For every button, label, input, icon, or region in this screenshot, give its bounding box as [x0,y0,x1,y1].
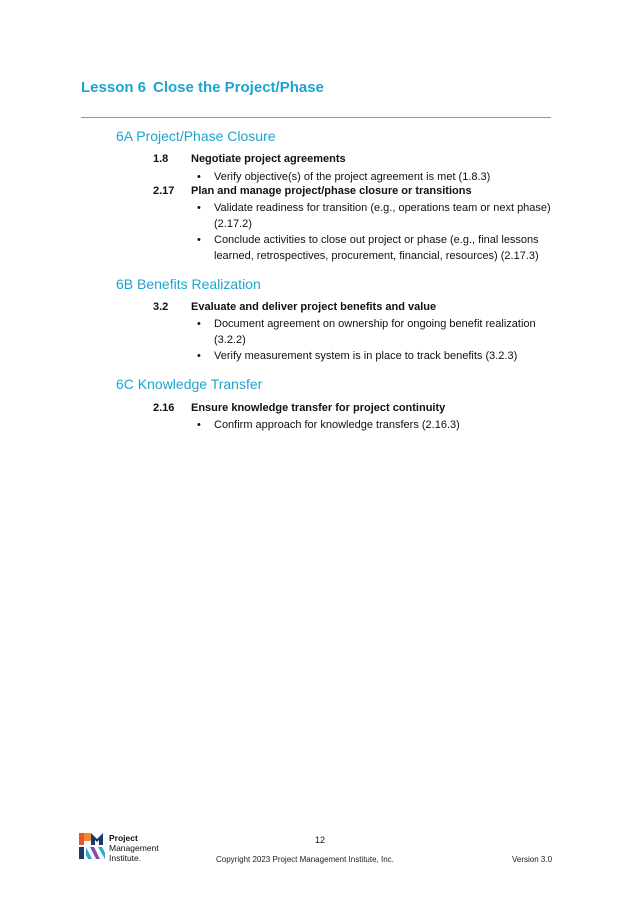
pmi-logo-icon [79,833,105,859]
list-item [197,417,557,433]
pmi-logo-text [109,833,159,863]
task-heading [153,185,472,197]
copyright-text: Copyright 2023 Project Management Institute, Inc. [216,855,394,864]
section-heading-6b: 6B Benefits Realization [116,276,261,292]
version-text: Version 3.0 [512,855,553,864]
list-item [197,348,557,364]
task-heading [153,153,346,165]
lesson-number: Lesson 6 [81,79,147,96]
list-item-text: Confirm approach for knowledge transfers (2.16.3) [214,419,460,431]
bullet-icon: • [197,318,201,330]
lesson-name: Close the Project/Phase [153,79,324,96]
bullet-icon: • [197,419,201,431]
task-heading [153,301,436,313]
task-title: Negotiate project agreements [191,153,346,165]
list-item-text: Document agreement on ownership for ongoing benefit realization (3.2.2) [214,318,536,346]
task-number: 3.2 [153,301,169,313]
bullet-icon: • [197,202,201,214]
list-item-text: Validate readiness for transition (e.g., operations team or next phase) (2.17.2) [214,202,551,230]
list-item-text: Verify measurement system is in place to track benefits (3.2.3) [214,350,518,362]
lesson-title [81,79,324,96]
list-item [197,316,557,348]
task-number: 2.17 [153,185,175,197]
list-item [197,232,557,264]
section-heading-6a: 6A Project/Phase Closure [116,128,276,144]
logo-line: Project [109,833,138,843]
bullet-icon: • [197,171,201,183]
logo-line: Management [109,843,159,853]
task-title: Ensure knowledge transfer for project continuity [191,402,446,414]
logo-line: Institute. [109,853,142,863]
list-item-text: Verify objective(s) of the project agreement is met (1.8.3) [214,171,491,183]
title-divider [81,117,551,118]
section-heading-6c: 6C Knowledge Transfer [116,376,263,392]
task-title: Evaluate and deliver project benefits and value [191,301,437,313]
list-item [197,169,557,185]
task-title: Plan and manage project/phase closure or transitions [191,185,472,197]
list-item [197,200,557,232]
bullet-icon: • [197,234,201,246]
page-number: 12 [314,835,325,845]
task-heading [153,402,445,414]
list-item-text: Conclude activities to close out project or phase (e.g., final lessons learned, retrospectives, procurement, financial, resources) (2.17.3) [214,234,539,262]
task-number: 1.8 [153,153,169,165]
task-number: 2.16 [153,402,175,414]
bullet-icon: • [197,350,201,362]
